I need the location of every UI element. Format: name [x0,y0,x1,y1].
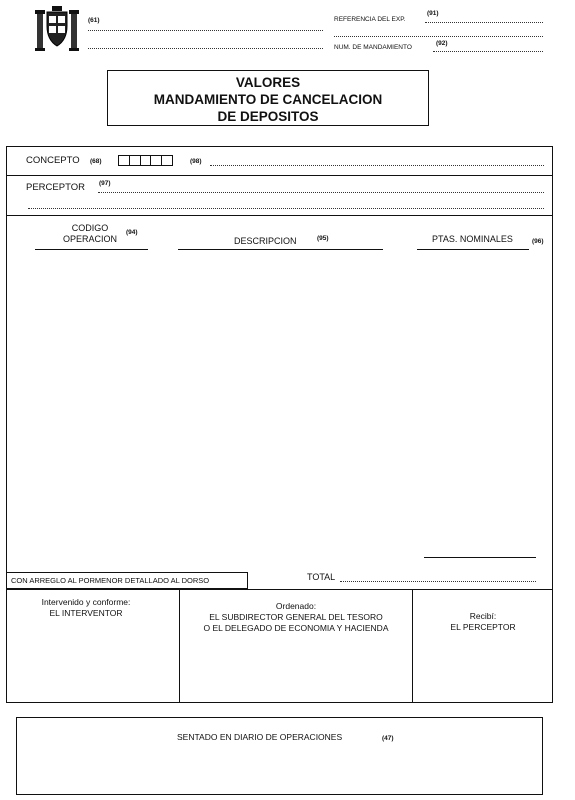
signature-divider-2 [412,590,413,703]
delegado-label: O EL DELEGADO DE ECONOMIA Y HACIENDA [203,623,389,633]
code-box[interactable] [129,155,140,166]
interventor-label: EL INTERVENTOR [49,608,123,618]
concepto-input[interactable] [210,165,544,166]
code-box[interactable] [140,155,151,166]
title-line-1: VALORES [235,75,301,90]
code-box[interactable] [150,155,161,166]
field-61-line-1[interactable] [88,30,323,31]
diario-label: SENTADO EN DIARIO DE OPERACIONES [177,732,343,742]
mandamiento-label: NUM. DE MANDAMIENTO [334,44,412,51]
arreglo-label: CON ARREGLO AL PORMENOR DETALLADO AL DORSO [11,576,210,585]
total-input[interactable] [340,581,536,582]
title-line-2: MANDAMIENTO DE CANCELACION [153,92,383,107]
referencia-label: REFERENCIA DEL EXP. [334,16,406,23]
subdirector-label: EL SUBDIRECTOR GENERAL DEL TESORO [209,612,383,622]
concepto-label: CONCEPTO [26,155,80,166]
field-96: (96) [532,238,544,245]
field-47: (47) [382,735,394,742]
perceptor-label: PERCEPTOR [26,182,85,193]
codigo-header [40,223,140,245]
main-frame [6,146,553,590]
codigo-line-2: OPERACION [62,234,117,244]
codigo-line-1: CODIGO [71,223,109,233]
title-line-3: DE DEPOSITOS [217,109,319,124]
field-98: (98) [190,158,202,165]
descripcion-header: DESCRIPCION [234,236,297,246]
field-97: (97) [99,180,111,187]
ordenado-label: Ordenado: [275,601,317,611]
code-box[interactable] [118,155,129,166]
diario-box [16,717,543,795]
arreglo-box [6,572,248,589]
mandamiento-input[interactable] [433,51,543,52]
intervenido-label: Intervenido y conforme: [41,597,131,607]
code-box[interactable] [161,155,173,166]
field-61-line-2[interactable] [88,48,323,49]
recibi-label: Recibí: [469,611,497,621]
interventor-block[interactable] [6,597,166,619]
referencia-input[interactable] [425,22,543,23]
field-91: (91) [427,10,439,17]
field-68: (68) [90,158,102,165]
title-box [107,70,429,126]
perceptor-divider [6,215,553,216]
codigo-underline [35,249,148,250]
ptas-underline [417,249,529,250]
ptas-header: PTAS. NOMINALES [432,234,513,244]
field-61: (61) [88,17,100,24]
concepto-code-boxes[interactable] [118,155,173,166]
perceptor-input[interactable] [98,192,544,193]
referencia-input-2[interactable] [334,36,543,37]
descripcion-underline [178,249,383,250]
field-95: (95) [317,235,329,242]
perceptor-sign-label: EL PERCEPTOR [450,622,516,632]
coat-of-arms-icon [33,4,81,52]
perceptor-input-2[interactable] [28,208,544,209]
concepto-divider [6,175,553,176]
recibi-block[interactable] [413,611,553,633]
sum-line [424,557,536,558]
field-94: (94) [126,229,138,236]
field-92: (92) [436,40,448,47]
ordenado-block[interactable] [180,601,412,634]
total-label: TOTAL [307,572,336,582]
